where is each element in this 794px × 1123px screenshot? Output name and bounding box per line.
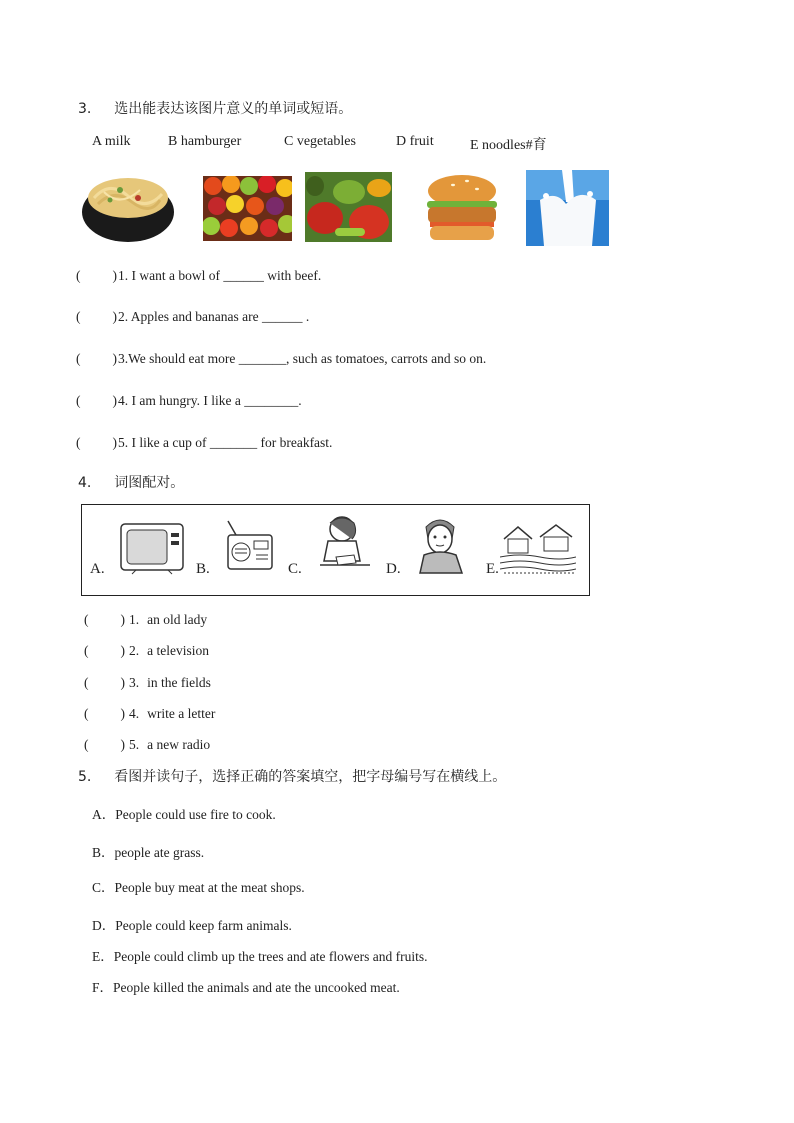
q3-item-4 [76, 393, 302, 409]
letter-b: B. [196, 561, 210, 577]
q5-number: 5. [78, 769, 92, 785]
q4-item-4: ( ) 4. write a letter [84, 706, 216, 721]
q4-item-4-text: write a letter [147, 706, 216, 721]
answer-blank[interactable]: ( ) [84, 706, 125, 721]
q4-item-2: ( ) 2. a television [84, 643, 209, 658]
fruit-pile-image [203, 176, 292, 241]
q3-item-2-text: 2. Apples and bananas are ______ . [118, 309, 310, 324]
q3-heading [78, 98, 352, 118]
q3-item-3 [76, 351, 486, 367]
q3-item-2 [76, 309, 309, 325]
q4-heading [78, 472, 184, 492]
q3-option-d: D fruit [396, 134, 434, 149]
q3-item-1-text: 1. I want a bowl of ______ with beef. [118, 268, 322, 283]
answer-blank[interactable]: ( ) [76, 309, 117, 324]
answer-blank[interactable]: ( ) [76, 435, 117, 450]
q3-item-5-text: 5. I like a cup of _______ for breakfast. [118, 435, 333, 450]
q3-number: 3. [78, 101, 92, 117]
q5-option-c: C．People buy meat at the meat shops. [92, 880, 305, 895]
q3-item-4-text: 4. I am hungry. I like a ________. [118, 393, 302, 408]
answer-blank[interactable]: ( ) [76, 393, 117, 408]
q3-option-a: A milk [92, 134, 131, 149]
girl-writing-icon [314, 513, 374, 573]
answer-blank[interactable]: ( ) [84, 612, 125, 627]
q5-option-f: F．People killed the animals and ate the uncooked meat. [92, 980, 400, 995]
q3-option-c: C vegetables [284, 134, 356, 149]
letter-c: C. [288, 561, 302, 577]
q3-item-3-text: 3.We should eat more _______, such as tomatoes, carrots and so on. [118, 351, 487, 366]
television-icon [120, 521, 186, 575]
q3-item-1 [76, 268, 321, 284]
radio-icon [224, 519, 276, 573]
q4-item-3-text: in the fields [147, 675, 211, 690]
q3-item-5 [76, 435, 332, 451]
old-lady-icon [416, 515, 466, 575]
answer-blank[interactable]: ( ) [84, 737, 125, 752]
q4-item-1: ( ) 1. an old lady [84, 612, 208, 627]
q5-option-e: E．People could climb up the trees and ate flowers and fruits. [92, 949, 428, 964]
q4-number: 4. [78, 475, 92, 491]
q3-title: 选出能表达该图片意义的单词或短语。 [114, 101, 353, 117]
q4-item-5: ( ) 5. a new radio [84, 737, 211, 752]
noodles-bowl-image [80, 168, 178, 248]
q5-option-d: D．People could keep farm animals. [92, 918, 292, 933]
q5-option-b: B．people ate grass. [92, 845, 205, 860]
picture-match-box [81, 504, 590, 596]
milk-glass-image [526, 170, 609, 246]
q3-option-e: E noodles#育 [470, 138, 547, 153]
q4-item-1-text: an old lady [147, 612, 208, 627]
q5-title: 看图并读句子，选择正确的答案填空，把字母编号写在横线上。 [114, 769, 507, 785]
q4-title: 词图配对。 [114, 475, 185, 491]
farm-fields-icon [500, 519, 576, 575]
answer-blank[interactable]: ( ) [84, 643, 125, 658]
letter-a: A. [90, 561, 105, 577]
q3-option-b: B hamburger [168, 134, 242, 149]
q4-item-5-text: a new radio [147, 737, 211, 752]
letter-e: E. [486, 561, 499, 577]
q4-item-3: ( ) 3. in the fields [84, 675, 211, 690]
q5-option-a: A．People could use fire to cook. [92, 807, 276, 822]
answer-blank[interactable]: ( ) [76, 351, 117, 366]
q5-heading [78, 766, 506, 786]
letter-d: D. [386, 561, 401, 577]
vegetables-pile-image [305, 172, 392, 242]
q4-item-2-text: a television [147, 643, 209, 658]
hamburger-image [421, 171, 504, 245]
answer-blank[interactable]: ( ) [76, 268, 117, 283]
answer-blank[interactable]: ( ) [84, 675, 125, 690]
